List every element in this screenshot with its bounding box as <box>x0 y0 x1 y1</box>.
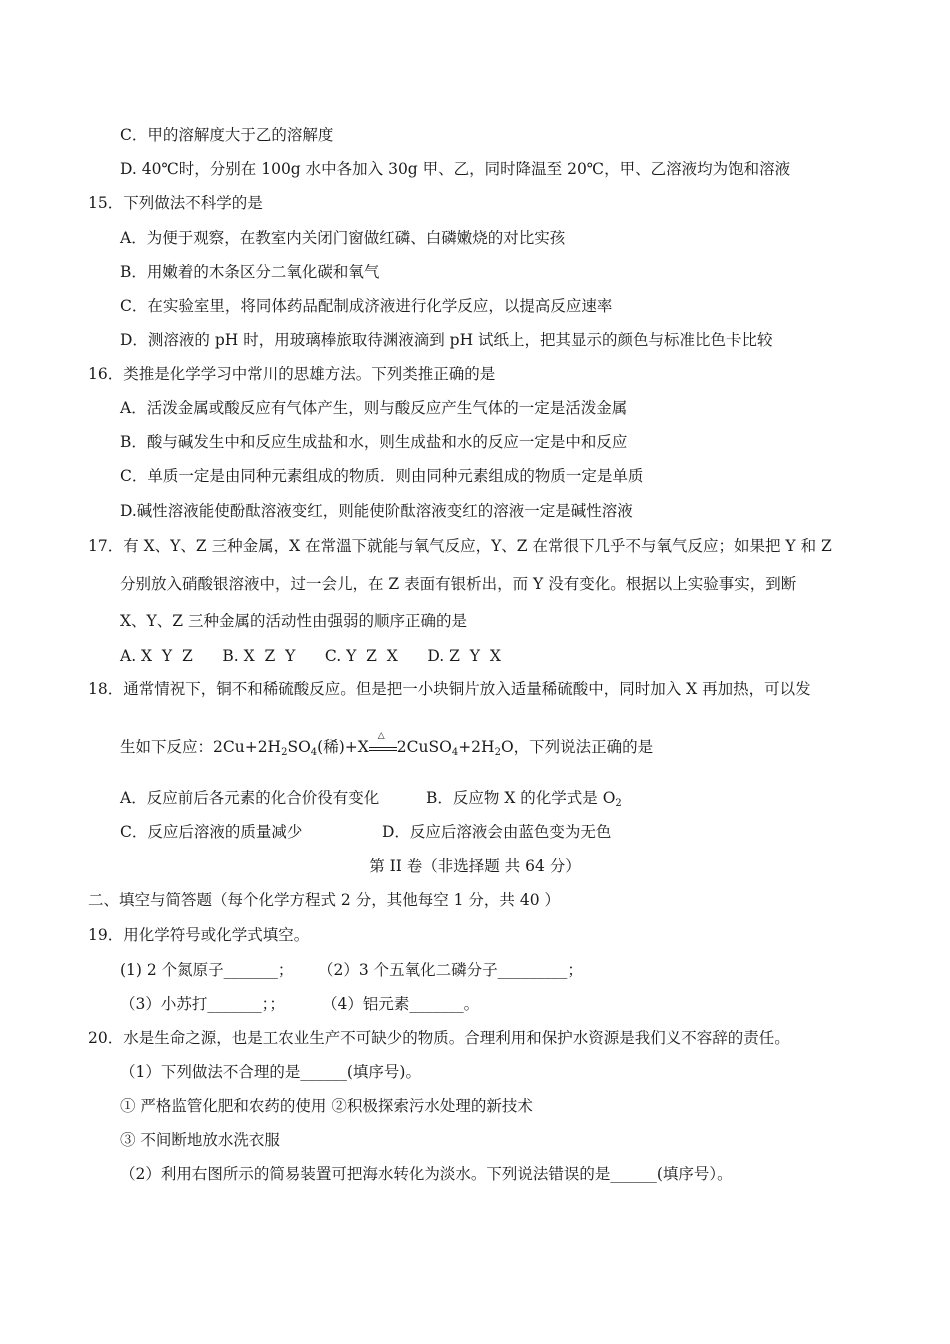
question-20-part2: （2）利用右图所示的简易装置可把海水转化为淡水。下列说法错误的是______(填序号）。 <box>120 1165 733 1183</box>
question-19-blank-4: （4）铝元素_______。 <box>322 995 480 1013</box>
question-19-blank-1: (1) 2 个氮原子_______； <box>120 961 294 979</box>
question-20-choice-3: ③ 不间断地放水洗衣服 <box>120 1131 280 1149</box>
question-17-line3: X、Y、Z 三种金属的活动性由强弱的顺序正确的是 <box>120 612 467 630</box>
question-19-blank-2: （2）3 个五氧化二磷分子_________； <box>318 961 583 979</box>
option-16d: D.碱性溶液能使酚酞溶液变红，则能使阶酞溶液变红的溶液一定是碱性溶液 <box>120 502 633 520</box>
option-15c: C．在实验室里，将同体药品配制成济液进行化学反应，以提高反应速率 <box>120 297 613 315</box>
option-18b: B．反应物 X 的化学式是 $O_2$ <box>426 789 622 809</box>
question-17-options: A. X Y Z B. X Z Y C. Y Z X D. Z Y X <box>120 647 501 665</box>
question-18-line1: 18．通常情祝下，铜不和稀硫酸反应。但是把一小块铜片放入适量稀硫酸中，同时加入 X 再加热，可以发 <box>88 680 811 698</box>
option-15b: B．用嫩着的木条区分二氧化碳和氧气 <box>120 263 380 281</box>
question-20: 20．水是生命之源，也是工农业生产不可缺少的物质。合理利用和保护水资源是我们义不容辞的责任。 <box>88 1029 790 1047</box>
option-18d: D．反应后溶液会由蓝色变为无色 <box>382 823 612 841</box>
option-18a: A．反应前后各元素的化合价役有变化 <box>120 789 380 807</box>
option-18c: C．反应后溶液的质量减少 <box>120 823 303 841</box>
question-20-part1: （1）下列做法不合理的是______(填序号)。 <box>120 1063 421 1081</box>
reaction-equation: 生如下反应：$2Cu+2H_2SO_4$(稀)+X △ $2CuSO_4+2H_2O$，下列说法正确的是 <box>120 731 654 758</box>
option-14d: D. 40℃时，分别在 100g 水中各加入 30g 甲、乙，同时降温至 20℃，甲、乙溶液均为饱和溶液 <box>120 160 791 178</box>
option-16c: C．单质一定是由同种元素组成的物质．则由同种元素组成的物质一定是单质 <box>120 467 644 485</box>
question-15: 15．下列做法不科学的是 <box>88 194 263 212</box>
heat-equals-sign: △ <box>369 738 397 758</box>
option-16b: B．酸与碱发生中和反应生成盐和水，则生成盐和水的反应一定是中和反应 <box>120 433 628 451</box>
question-17-line1: 17．有 X、Y、Z 三种金属，X 在常溫下就能与氧气反应，Y、Z 在常很下几乎不与氧气反应；如果把 Y 和 Z <box>88 537 832 555</box>
question-20-choices-1-2: ① 严格监管化肥和农药的使用 ②积极探索污水处理的新技术 <box>120 1097 533 1115</box>
option-15d: D．测溶液的 pH 时，用玻璃棒旅取待渊液滴到 pH 试纸上，把其显示的颜色与标准比色卡比较 <box>120 331 773 349</box>
question-19: 19．用化学符号或化学式填空。 <box>88 926 310 944</box>
option-15a: A．为便于观察，在教室内关闭门窗做红磷、白磷嫩烧的对比实孩 <box>120 229 566 247</box>
question-16: 16．类推是化学学习中常川的思雄方法。下列类推正确的是 <box>88 365 496 383</box>
option-16a: A．活泼金属或酸反应有气体产生，则与酸反应产生气体的一定是活泼金属 <box>120 399 628 417</box>
part-heading: 二、填空与简答题（每个化学方程式 2 分，其他每空 1 分，共 40 ） <box>88 891 561 909</box>
question-17-line2: 分别放入硝酸银溶液中，过一会儿，在 Z 表面有银析出，而 Y 没有变化。根据以上实验事实，到断 <box>120 575 797 593</box>
section-title: 第 II 卷（非选择题 共 64 分） <box>369 857 581 875</box>
question-19-blank-3: （3）小苏打_______；； <box>120 995 285 1013</box>
option-14c: C．甲的溶解度大于乙的溶解度 <box>120 126 334 144</box>
